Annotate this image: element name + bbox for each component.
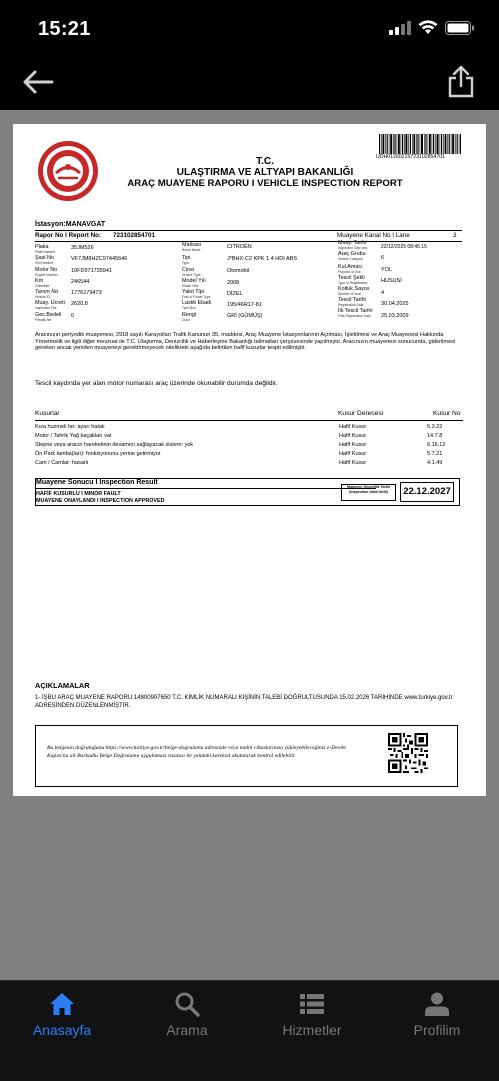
report-number-label: Rapor No I Report No: xyxy=(35,232,102,239)
defects-col-desc: Kusurlar xyxy=(35,410,60,417)
verification-box xyxy=(35,725,458,787)
profile-icon xyxy=(424,991,450,1017)
defect-row xyxy=(35,424,463,432)
battery-icon xyxy=(445,21,475,35)
bottom-tab-bar xyxy=(0,980,499,1081)
field-value: DİZEL xyxy=(227,291,243,297)
list-icon xyxy=(299,991,325,1017)
field-sublabel: Vehicle Category xyxy=(338,257,363,261)
field-sublabel: Fuel or Power Type xyxy=(182,295,211,299)
share-icon[interactable] xyxy=(447,64,475,98)
field-label: Tescil Şekli xyxy=(338,275,365,281)
barcode xyxy=(379,134,461,154)
field-sublabel: Inspection Fee xyxy=(35,306,57,310)
defect-desc: Ön Park lamba(ları): fonksiyonunu yerine getirmiyor xyxy=(35,451,161,457)
tab-anasayfa[interactable] xyxy=(0,981,124,1051)
field-model-year xyxy=(182,278,206,288)
field-sublabel: Color xyxy=(182,318,190,322)
field-value: VF7JM8HZC97445646 xyxy=(71,256,128,262)
valid-until-label: Muayene Geçerlilik Tarihi (Inspection Valid Until) xyxy=(341,484,396,501)
header-ministry: ULAŞTIRMA VE ALTYAPI BAKANLIĞI xyxy=(176,167,354,178)
barcode-number: UDH01260215723102854701 xyxy=(376,154,445,160)
field-sublabel: Vehicle ID xyxy=(35,295,50,299)
field-value: GRİ (GÜMÜŞ) xyxy=(227,313,263,319)
field-sublabel: Vehicle Type xyxy=(182,273,201,277)
field-sublabel: Plate Number xyxy=(35,250,56,254)
field-value: 1776179473 xyxy=(71,290,102,296)
field-engine xyxy=(35,267,58,277)
field-sublabel: Penalty fee xyxy=(35,318,52,322)
field-label: Şasi No xyxy=(35,255,54,261)
field-value: 22/12/2025 08:45:15 xyxy=(381,244,427,250)
field-value: HUSUSİ xyxy=(381,278,402,284)
result-title: Muayene Sonucu I Inspection Result xyxy=(36,479,376,489)
tab-profilim[interactable] xyxy=(375,981,499,1051)
cellular-signal-icon xyxy=(389,21,411,35)
defect-row xyxy=(35,442,463,450)
defect-no: 5.3.22 xyxy=(427,424,443,430)
defect-level: Hafif Kusur xyxy=(339,424,367,430)
field-inspection-date xyxy=(338,240,367,250)
defect-row xyxy=(35,451,463,459)
field-label: Km xyxy=(35,278,44,284)
notes-text: 1- İŞBU ARAÇ MUAYENE RAPORU 14800907650 T.C. KİMLİK NUMARALI KİŞİNİN TALEBİ DOĞRULTUSUNDA 15.02.2026 TARİHİNDE www.turkiye.gov.tr ADRESİNDEN DÜZENLENMİŞTİR. xyxy=(35,695,453,709)
field-registration-type xyxy=(338,275,367,285)
defect-level: Hafif Kusur xyxy=(339,442,367,448)
defect-no: 6.16.12 xyxy=(427,442,446,448)
field-plate xyxy=(35,244,55,254)
top-nav-bar xyxy=(0,54,499,110)
field-sublabel: Type xyxy=(182,261,190,265)
qr-code-icon xyxy=(388,733,428,773)
field-value: J*BHX-C2 KPK 1.4 HDI ABS xyxy=(227,256,297,262)
field-label: Motor No xyxy=(35,267,58,273)
field-tyre xyxy=(182,300,212,310)
field-value: 4 xyxy=(381,290,385,296)
legal-paragraph: Aracınızın periyodik muayenesi, 2918 sayılı Karayolları Trafik Kanunun 35. maddesi, Araç Muayene İstasyonlarının Açılması, İşletilmesi ve Araç Muayenesi Hakkında Yönetmelik ve ilgili diğer mevzuat ile T.C. Ulaştırma, Denizcilik ve Haberleşme Bakanlığı talimatları çerçevesinde yapılmıştır. Aracınızın muayenesi sonucunda, giderilmesi gereken ancak yeniden muayeneyi gerektirmeyecek nitelikteki aşağıda belirtilen hafif kusurlar tespit edilmiştir. xyxy=(35,332,456,352)
field-vin xyxy=(35,255,54,265)
result-approval: MUAYENE ONAYLANDI I INSPECTION APPROVED xyxy=(36,498,165,504)
field-sublabel: First Registration Date xyxy=(338,314,371,318)
status-time: 15:21 xyxy=(38,18,91,40)
result-fault-level: HAFİF KUSURLU I MINOR FAULT xyxy=(36,491,121,497)
field-fuel xyxy=(182,289,211,299)
report-number-value: 723102854701 xyxy=(113,232,156,239)
defects-header xyxy=(35,410,463,421)
defect-no: 4.1.49 xyxy=(427,460,443,466)
defects-col-no: Kusur No xyxy=(433,410,461,417)
report-number-row xyxy=(35,230,462,242)
back-arrow-icon[interactable] xyxy=(22,68,54,96)
defect-row xyxy=(35,433,463,441)
field-label: Lastik Ebadı xyxy=(182,300,212,306)
field-label: Muay. Tarihi xyxy=(338,240,367,246)
field-label: Markası xyxy=(182,242,202,248)
tab-label: Anasayfa xyxy=(32,1022,92,1038)
defect-no: 14.7.8 xyxy=(427,433,443,439)
field-label: Muay. Ücreti xyxy=(35,300,65,306)
header-tc: T.C. xyxy=(256,156,274,167)
field-sublabel: Registration Date xyxy=(338,303,364,307)
field-value: 0 xyxy=(71,313,75,319)
field-label: İlk Tescil Tarihi xyxy=(338,308,373,314)
field-value: Otomobil xyxy=(227,268,250,274)
field-label: Rengi xyxy=(182,312,197,318)
field-label: Yakıt Tipi xyxy=(182,289,204,295)
field-label: Model Yılı xyxy=(182,278,206,284)
field-vehicle-type xyxy=(182,267,201,277)
registration-note: Tescil kaydında yer alan motor numarası araç üzerinde okunabilir durumda değildir. xyxy=(35,380,278,387)
field-label: Gec.Bedeli xyxy=(35,312,62,318)
field-purpose xyxy=(338,264,363,274)
field-km xyxy=(35,278,50,288)
field-value: 246544 xyxy=(71,279,90,285)
field-label: Tanım No xyxy=(35,289,59,295)
field-label: Araç Grubu xyxy=(338,251,366,257)
field-value: 195/46R17-81 xyxy=(227,302,262,308)
document-viewer[interactable] xyxy=(0,110,499,980)
field-sublabel: Number of Seat xyxy=(338,292,362,296)
field-value: 25.03.2009 xyxy=(381,313,409,319)
defects-col-level: Kusur Derecesi xyxy=(338,410,384,417)
field-sublabel: Purpose of Use xyxy=(338,270,361,274)
verification-text: Bu belgenin doğruluğunu https://www.turkiye.gov.tr/belge-dogrulama adresinde veya mobil cihazlarınıza yükleyebileceğiniz e-Devlet Kapısı'na ait Barkodlu Belge Doğrulama uygulaması vasıtası ile yandaki karekod okutularak kontrol edilebilir. xyxy=(47,745,346,759)
station-name: İstasyon:MANAVGAT xyxy=(35,221,106,228)
notes-title: AÇIKLAMALAR xyxy=(35,681,90,690)
field-type xyxy=(182,255,191,265)
field-sublabel: Inspection Date and xyxy=(338,246,368,250)
tab-arama[interactable] xyxy=(125,981,249,1051)
defect-level: Hafif Kusur xyxy=(339,451,367,457)
field-value: 35JM526 xyxy=(71,245,94,251)
field-sublabel: Type of Registration xyxy=(338,281,368,285)
field-fee xyxy=(35,300,65,310)
status-icons xyxy=(389,20,475,35)
field-value: 2620.8 xyxy=(71,301,88,307)
field-label: Tescil Tarihi xyxy=(338,297,366,303)
field-value: 10FD971735941 xyxy=(71,268,112,274)
tab-hizmetler[interactable] xyxy=(250,981,374,1051)
wifi-icon xyxy=(418,20,438,35)
field-value: 2008 xyxy=(227,280,240,286)
field-label: Koltuk Sayısı xyxy=(338,286,370,292)
field-value: 30.04.2025 xyxy=(381,301,409,307)
status-bar xyxy=(0,0,499,54)
lane-label: Muayene Kanal No I Lane xyxy=(337,232,410,239)
defect-desc: Motor / Tahrik Yağ kaçakları var xyxy=(35,433,112,439)
field-label: Plaka xyxy=(35,244,49,250)
header-report-title: ARAÇ MUAYENE RAPORU I VEHICLE INSPECTION REPORT xyxy=(127,178,403,189)
lane-value: 3 xyxy=(453,232,457,239)
field-sublabel: Odometer xyxy=(35,284,50,288)
field-value: YOL xyxy=(381,267,393,273)
inspection-result-box xyxy=(35,478,460,506)
ministry-logo-icon xyxy=(37,140,99,202)
field-sublabel: Model Year xyxy=(182,284,199,288)
field-sublabel: Engine Number xyxy=(35,273,58,277)
field-seats xyxy=(338,286,369,296)
tab-label: Profilim xyxy=(413,1022,461,1038)
tab-label: Arama xyxy=(166,1022,208,1038)
field-vehicle-group xyxy=(338,251,366,261)
defect-desc: Kısa huzmeli far: ayarı hatalı xyxy=(35,424,105,430)
defect-level: Hafif Kusur xyxy=(339,460,367,466)
field-vehicle-id xyxy=(35,289,58,299)
defect-row xyxy=(35,460,463,468)
field-label: Kul.Amacı xyxy=(338,264,363,270)
field-sublabel: VIN Number xyxy=(35,261,54,265)
defect-no: 5.7.21 xyxy=(427,451,443,457)
field-label: Cinsi xyxy=(182,267,194,273)
field-registration-date xyxy=(338,297,366,307)
home-icon xyxy=(49,991,75,1017)
field-brand xyxy=(182,242,201,252)
defect-desc: Cam / Camlar: hasarlı xyxy=(35,460,89,466)
field-penalty xyxy=(35,312,61,322)
field-color xyxy=(182,312,196,322)
field-sublabel: Tyre Size xyxy=(182,306,196,310)
defect-level: Hafif Kusur xyxy=(339,433,367,439)
field-value: 6 xyxy=(381,255,385,261)
field-first-registration xyxy=(338,308,373,318)
field-value: CITROËN xyxy=(227,244,252,250)
field-sublabel: Brand Name xyxy=(182,248,201,252)
field-label: Tipi xyxy=(182,255,191,261)
defect-desc: Stepne veya aracın hareketinin devamını sağlayacak sistem: yok xyxy=(35,442,194,448)
tab-label: Hizmetler xyxy=(282,1022,342,1038)
valid-until-date: 22.12.2027 xyxy=(400,482,454,502)
search-icon xyxy=(174,991,200,1017)
inspection-report-page xyxy=(13,124,486,796)
